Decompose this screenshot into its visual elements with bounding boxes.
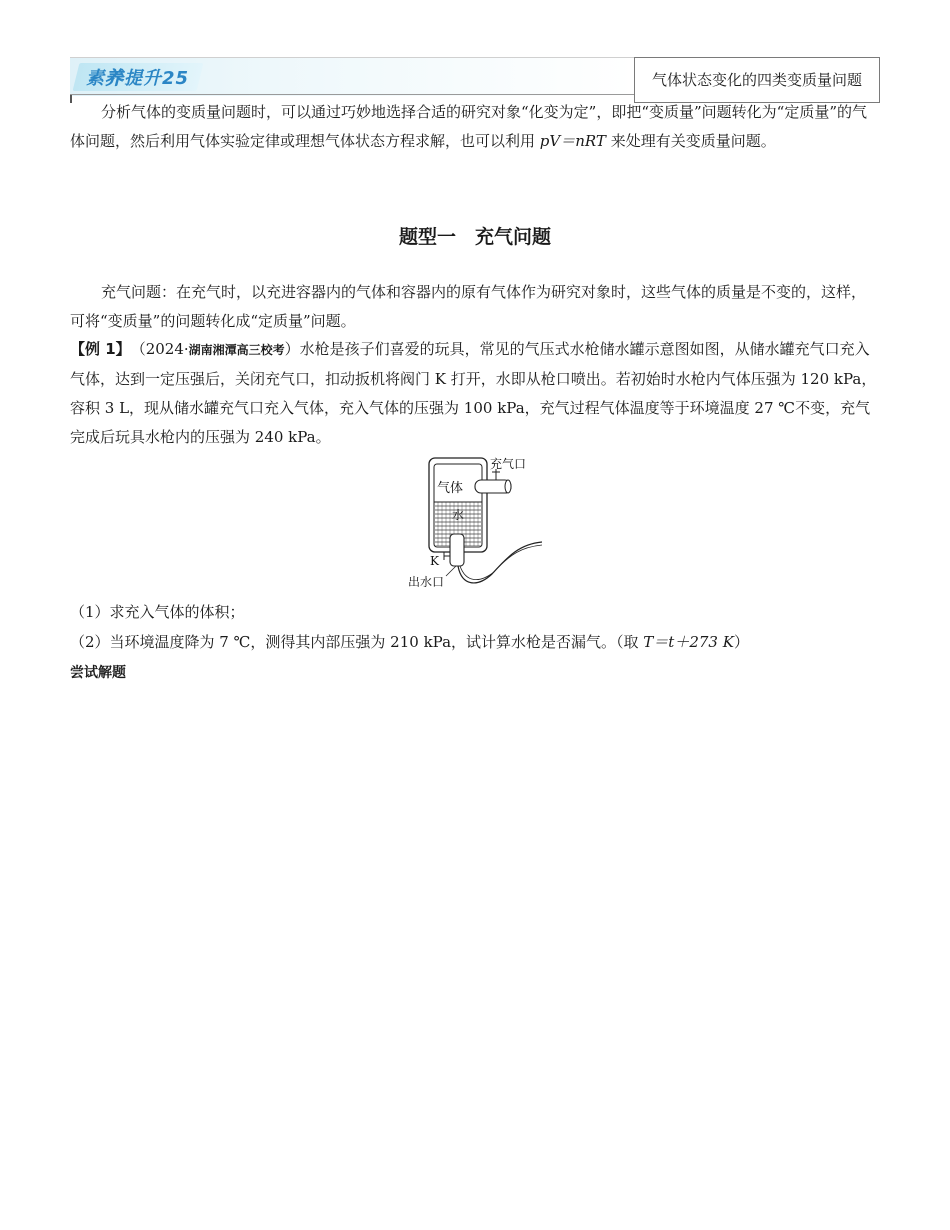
- concept-paragraph: 充气问题：在充气时，以充进容器内的气体和容器内的原有气体作为研究对象时，这些气体的质量是不变的，这样，可将“变质量”的问题转化成“定质量”问题。: [70, 283, 867, 330]
- water-gun-svg: [400, 452, 550, 592]
- example-source: 湖南湘潭高三校考: [188, 343, 285, 357]
- intro-formula: pV＝nRT: [539, 132, 606, 150]
- header-rule: [70, 94, 634, 95]
- gas-label: 气体: [437, 481, 464, 496]
- example-label: 【例 1】: [70, 340, 124, 358]
- valve-label: K: [430, 554, 439, 568]
- page-header: [70, 57, 880, 103]
- header-badge-text: 素养提升25: [86, 68, 190, 89]
- inlet-label: 充气口: [490, 457, 527, 471]
- water-gun-diagram: [400, 452, 550, 592]
- question-2-formula: T＝t＋273 K: [643, 633, 734, 651]
- section-title: 题型一 充气问题: [398, 226, 551, 248]
- intro-paragraph: 分析气体的变质量问题时，可以通过巧妙地选择合适的研究对象“化变为定”，即把“变质量”问题转化为“定质量”的气体问题，然后利用气体实验定律或理想气体状态方程求解，也可以利用 pV＝nRT 来处理有关变质量问题。: [70, 103, 868, 150]
- outlet-pipe: [450, 534, 464, 566]
- water-label: 水: [452, 508, 465, 522]
- try-solution-heading: 尝试解题: [70, 665, 126, 681]
- example-paragraph: 【例 1】 （2024·湖南湘潭高三校考）水枪是孩子们喜爱的玩具，常见的气压式水枪储水罐示意图如图，从储水罐充气口充入气体，达到一定压强后，关闭充气口，扣动扳机将阀门 K 打开，水即从枪口喷出。若初始时水枪内气体压强为 120 kPa，容积 3 L，现从储水罐充气口充入气体，充入气体的压强为 100 kPa，充气过程气体温度等于环境温度 27 ℃不变，充气完成后玩具水枪内的压强为 240 kPa。: [70, 340, 877, 446]
- question-2: （2）当环境温度降为 7 ℃，测得其内部压强为 210 kPa，试计算水枪是否漏气。（取 T＝t＋273 K）: [70, 633, 749, 651]
- outlet-label: 出水口: [408, 575, 445, 589]
- header-chapter-title: 气体状态变化的四类变质量问题: [634, 57, 880, 103]
- question-1: （1）求充入气体的体积；: [70, 603, 245, 621]
